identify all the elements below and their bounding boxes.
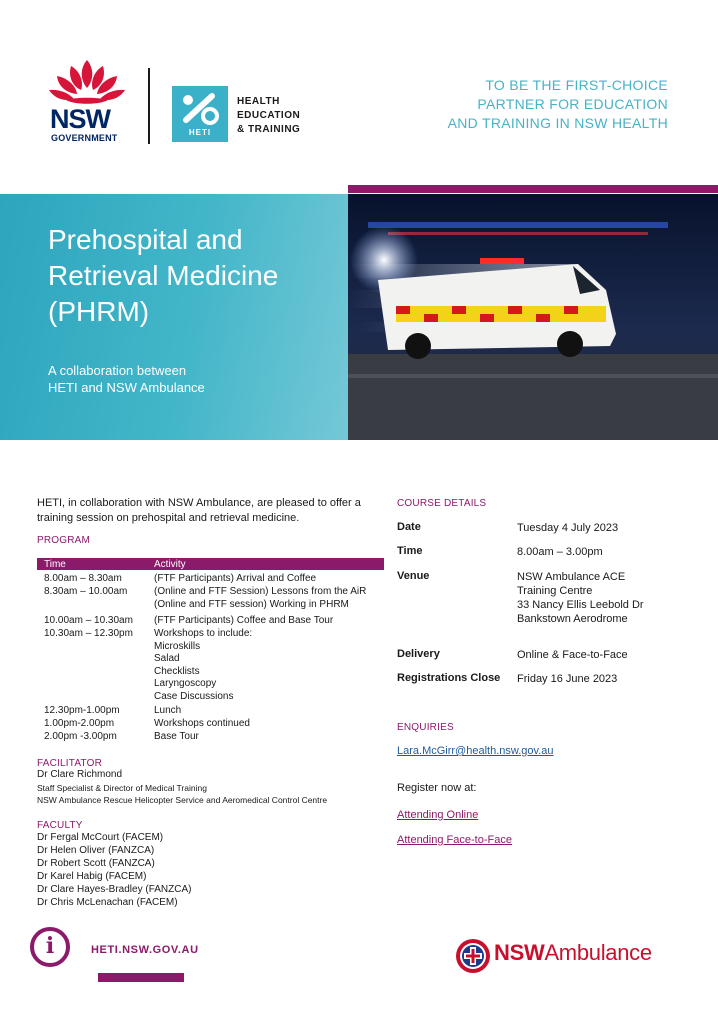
activity-line: Salad <box>154 653 180 665</box>
facilitator-role: Staff Specialist & Director of Medical Training <box>37 783 207 793</box>
heti-name-line: HEALTH <box>237 96 280 107</box>
logo-divider <box>148 68 150 144</box>
delivery-label: Delivery <box>397 648 440 660</box>
venue-line: Bankstown Aerodrome <box>517 613 628 625</box>
program-col-time: Time <box>44 559 66 570</box>
activity-line: (FTF Participants) Arrival and Coffee <box>154 573 317 584</box>
program-row <box>44 628 384 706</box>
enquiries-email-link[interactable]: Lara.McGirr@health.nsw.gov.au <box>397 745 554 757</box>
program-row-activity <box>154 615 386 628</box>
faculty-member: Dr Karel Habig (FACEM) <box>37 871 147 882</box>
ambulance-wordmark-bold: NSW <box>494 940 545 965</box>
venue-line: 33 Nancy Ellis Leebold Dr <box>517 599 644 611</box>
attending-face-to-face-link[interactable]: Attending Face-to-Face <box>397 834 512 846</box>
program-row <box>44 731 384 744</box>
program-col-activity: Activity <box>154 559 186 570</box>
heti-full-name <box>237 95 300 137</box>
course-title <box>48 222 278 330</box>
program-row-activity <box>154 573 386 586</box>
faculty-heading: FACULTY <box>37 820 83 831</box>
faculty-member: Dr Clare Hayes-Bradley (FANZCA) <box>37 884 192 895</box>
time-label: Time <box>397 545 423 557</box>
activity-line: (Online and FTF session) Working in PHRM <box>154 598 349 610</box>
registrations-close-label: Registrations Close <box>397 672 501 684</box>
tagline-line: TO BE THE FIRST-CHOICE <box>485 77 668 93</box>
faculty-member: Dr Chris McLenachan (FACEM) <box>37 897 178 908</box>
activity-line: Workshops to include: <box>154 628 253 639</box>
program-row-time: 12.30pm-1.00pm <box>44 705 120 716</box>
program-row-time: 2.00pm -3.00pm <box>44 731 117 742</box>
activity-line: Base Tour <box>154 731 199 742</box>
footer-accent-bar <box>98 973 184 982</box>
program-row <box>44 705 384 718</box>
activity-line: (Online and FTF Session) Lessons from the AiR <box>154 586 367 597</box>
program-row-activity <box>154 586 386 611</box>
nsw-ambulance-wordmark <box>494 940 652 966</box>
course-subtitle-line: HETI and NSW Ambulance <box>48 380 205 395</box>
course-title-line: Retrieval Medicine <box>48 260 279 291</box>
venue-label: Venue <box>397 570 430 582</box>
ambulance-wordmark-rest: Ambulance <box>544 940 652 965</box>
activity-line: Lunch <box>154 705 182 716</box>
program-row-time: 10.00am – 10.30am <box>44 615 133 626</box>
program-row <box>44 573 384 586</box>
course-subtitle <box>48 362 205 396</box>
course-title-line: (PHRM) <box>48 296 150 327</box>
activity-line: (FTF Participants) Coffee and Base Tour <box>154 615 334 626</box>
program-row-time: 1.00pm-2.00pm <box>44 718 115 729</box>
tagline-line: PARTNER FOR EDUCATION <box>477 96 668 112</box>
program-heading: PROGRAM <box>37 535 91 546</box>
mission-tagline <box>448 76 668 133</box>
program-row-activity <box>154 731 386 744</box>
venue-value <box>517 570 644 626</box>
ambulance-photo <box>348 194 718 440</box>
registrations-close-value: Friday 16 June 2023 <box>517 673 618 685</box>
activity-line: Workshops continued <box>154 718 250 729</box>
heti-website-link[interactable]: HETI.NSW.GOV.AU <box>91 944 199 956</box>
nsw-government-label: GOVERNMENT <box>51 133 118 143</box>
program-table-header <box>37 558 384 570</box>
program-row <box>44 615 384 628</box>
intro-paragraph: HETI, in collaboration with NSW Ambulance, are pleased to offer a training session on prehospital and retrieval medicine. <box>37 497 361 524</box>
activity-line: Checklists <box>154 665 200 677</box>
tagline-line: AND TRAINING IN NSW HEALTH <box>447 115 668 131</box>
activity-line: Laryngoscopy <box>154 678 217 690</box>
heti-name-line: EDUCATION <box>237 110 301 121</box>
date-value: Tuesday 4 July 2023 <box>517 522 619 534</box>
attending-online-link[interactable]: Attending Online <box>397 809 479 821</box>
register-label: Register now at: <box>397 782 477 794</box>
program-row-time: 8.00am – 8.30am <box>44 573 122 584</box>
facilitator-role: NSW Ambulance Rescue Helicopter Service and Aeromedical Control Centre <box>37 795 328 805</box>
nsw-ambulance-emblem-icon <box>455 938 491 974</box>
program-row-activity <box>154 705 386 718</box>
program-row <box>44 586 384 616</box>
facilitator-name: Dr Clare Richmond <box>37 769 123 780</box>
time-value: 8.00am – 3.00pm <box>517 546 603 558</box>
course-title-line: Prehospital and <box>48 224 243 255</box>
program-row-time: 8.30am – 10.00am <box>44 586 128 597</box>
course-details-heading: COURSE DETAILS <box>397 498 487 509</box>
ambulance-motion-image <box>348 194 718 440</box>
program-row-activity <box>154 718 386 731</box>
activity-line: Case Discussions <box>154 690 234 702</box>
faculty-member: Dr Fergal McCourt (FACEM) <box>37 832 164 843</box>
faculty-member: Dr Robert Scott (FANZCA) <box>37 858 155 869</box>
course-subtitle-line: A collaboration between <box>48 363 187 378</box>
activity-line: Microskills <box>154 640 201 652</box>
faculty-member: Dr Helen Oliver (FANZCA) <box>37 845 155 856</box>
program-row <box>44 718 384 731</box>
heti-box-label: HETI <box>188 128 212 137</box>
facilitator-heading: FACILITATOR <box>37 758 102 769</box>
heti-name-line: & TRAINING <box>237 124 301 135</box>
program-row-time: 10.30am – 12.30pm <box>44 628 133 639</box>
banner-accent-line <box>348 185 718 193</box>
delivery-value: Online & Face-to-Face <box>517 649 628 661</box>
info-icon-glyph: i <box>45 933 55 959</box>
date-label: Date <box>397 521 421 533</box>
nsw-wordmark: NSW <box>50 104 110 134</box>
venue-line: Training Centre <box>517 585 593 597</box>
enquiries-heading: ENQUIRIES <box>397 722 454 733</box>
venue-line: NSW Ambulance ACE <box>517 571 626 583</box>
program-row-activity <box>154 628 386 704</box>
